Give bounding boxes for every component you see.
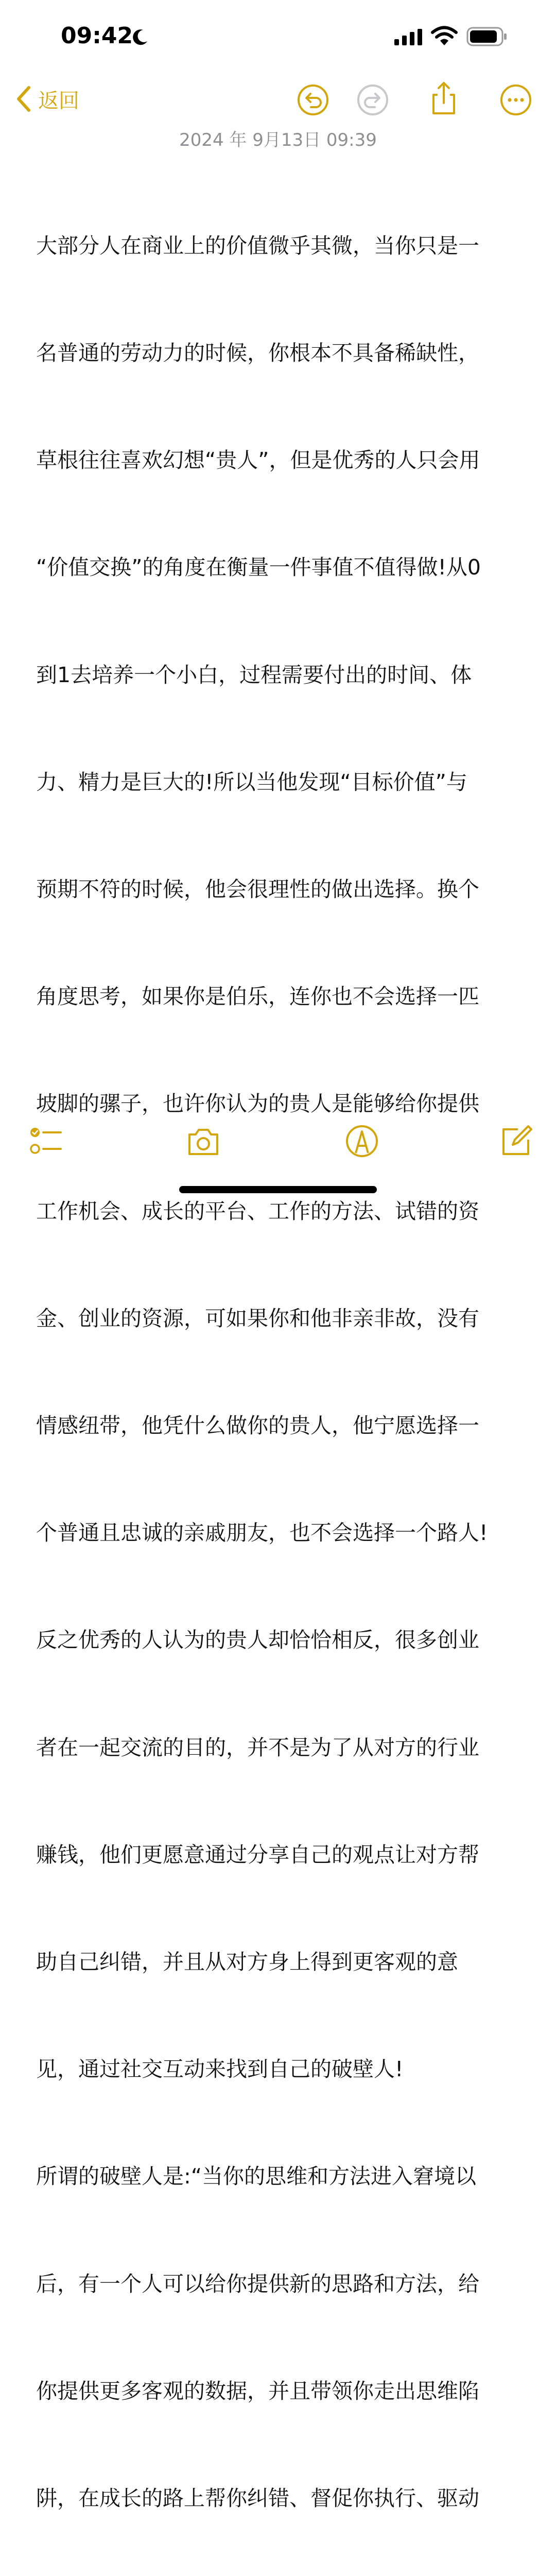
status-bar [0,0,556,72]
compose-icon [499,1124,533,1158]
note-line: 名普通的劳动力的时候，你根本不具备稀缺性， [36,341,479,366]
note-line: 力、精力是巨大的!所以当他发现“目标价值”与 [36,769,467,794]
note-line: 角度思考，如果你是伯乐，连你也不会选择一匹 [36,984,479,1009]
nav-bar [0,77,556,121]
back-label: 返回 [38,89,79,113]
undo-button[interactable] [297,83,329,116]
note-line: 阱，在成长的路上帮你纠错、督促你执行、驱动 [36,2486,479,2511]
note-body[interactable] [36,157,528,2576]
note-line: 到1去培养一个小白，过程需要付出的时间、体 [36,662,472,687]
note-line: 者在一起交流的目的，并不是为了从对方的行业 [36,1735,479,1760]
note-line: 你提供更多客观的数据，并且带领你走出思维陷 [36,2378,479,2403]
checklist-button[interactable] [29,1124,63,1158]
note-line: 所谓的破壁人是:“当你的思维和方法进入窘境以 [36,2164,477,2189]
markup-icon [345,1124,379,1158]
wifi-icon [431,26,457,46]
note-line: 情感纽带，他凭什么做你的贵人，他宁愿选择一 [36,1413,479,1438]
compose-button[interactable] [499,1124,533,1158]
redo-icon [356,83,389,116]
checklist-icon [29,1124,63,1158]
note-line: 大部分人在商业上的价值微乎其微，当你只是一 [36,233,479,258]
note-timestamp: 2024 年 9月13日 09:39 [179,130,377,150]
moon-icon [131,28,149,46]
note-line: 金、创业的资源，可如果你和他非亲非故，没有 [36,1306,479,1331]
camera-button[interactable] [186,1124,220,1158]
note-line: 草根往往喜欢幻想“贵人”，但是优秀的人只会用 [36,448,480,473]
note-line: 赚钱，他们更愿意通过分享自己的观点让对方帮 [36,1842,479,1867]
more-button[interactable] [499,83,532,116]
note-line: 工作机会、成长的平台、工作的方法、试错的资 [36,1198,479,1224]
redo-button[interactable] [356,83,389,116]
cellular-signal-icon [394,29,423,45]
markup-button[interactable] [345,1124,379,1158]
note-line: “价值交换”的角度在衡量一件事值不值得做!从0 [36,555,481,580]
chevron-left-icon [14,84,33,113]
undo-icon [297,83,329,116]
note-line: 助自己纠错，并且从对方身上得到更客观的意 [36,1950,458,1975]
status-time: 09:42 [61,23,133,49]
more-icon [499,83,532,116]
camera-icon [186,1124,220,1158]
note-line: 预期不符的时候，他会很理性的做出选择。换个 [36,877,479,902]
note-line: 后，有一个人可以给你提供新的思路和方法，给 [36,2271,479,2296]
note-line: 见，通过社交互动来找到自己的破壁人! [36,2057,404,2082]
bottom-toolbar [0,1118,556,1164]
note-line: 反之优秀的人认为的贵人却恰恰相反，很多创业 [36,1628,479,1653]
battery-icon [466,27,508,46]
note-line: 个普通且忠诚的亲戚朋友，也不会选择一个路人! [36,1520,488,1546]
share-button[interactable] [427,80,460,113]
note-line: 坡脚的骡子，也许你认为的贵人是能够给你提供 [36,1091,479,1116]
home-indicator[interactable] [179,1186,377,1193]
share-icon [427,80,460,116]
back-button[interactable] [14,82,79,115]
